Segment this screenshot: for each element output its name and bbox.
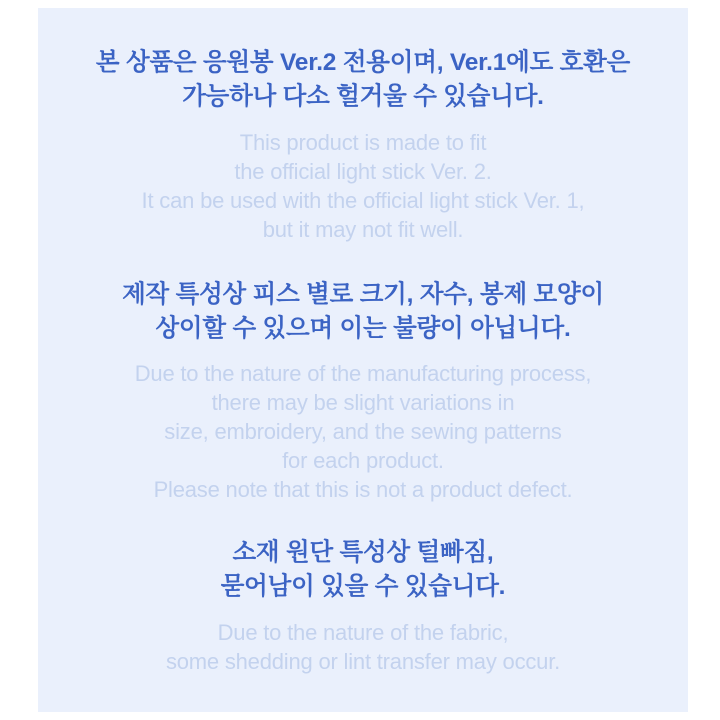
notice-section-1-korean — [38, 46, 688, 114]
notice-line: This product is made to fit — [239, 129, 487, 155]
notice-line: Due to the nature of the fabric, — [217, 620, 509, 646]
notice-section-3-english — [38, 618, 688, 676]
notice-line: It can be used with the official light stick Ver. 1, — [141, 187, 585, 213]
notice-line: Please note that this is not a product defect. — [153, 477, 573, 503]
notice-line: but it may not fit well. — [262, 216, 464, 242]
notice-line: 묻어남이 있을 수 있습니다. — [220, 573, 506, 601]
notice-section-3-korean — [38, 536, 688, 604]
notice-line: 본 상품은 응원봉 Ver.2 전용이며, Ver.1에도 호환은 — [95, 49, 631, 76]
notice-line: some shedding or lint transfer may occur. — [165, 649, 561, 675]
notice-line: 가능하나 다소 헐거울 수 있습니다. — [182, 82, 544, 110]
notice-line: Due to the nature of the manufacturing process, — [134, 361, 592, 387]
notice-line: 소재 원단 특성상 털빠짐, — [232, 539, 494, 567]
notice-line: size, embroidery, and the sewing patterns — [164, 419, 562, 445]
notice-section-1-english — [38, 128, 688, 244]
notice-line: 제작 특성상 피스 별로 크기, 자수, 봉제 모양이 — [122, 280, 604, 308]
notice-card — [38, 8, 688, 712]
notice-section-2-english — [38, 359, 688, 504]
notice-line: the official light stick Ver. 2. — [234, 158, 492, 184]
notice-section-2-korean — [38, 278, 688, 346]
notice-line: 상이할 수 있으며 이는 불량이 아닙니다. — [155, 314, 571, 342]
notice-line: there may be slight variations in — [211, 390, 515, 416]
notice-line: for each product. — [282, 448, 444, 474]
